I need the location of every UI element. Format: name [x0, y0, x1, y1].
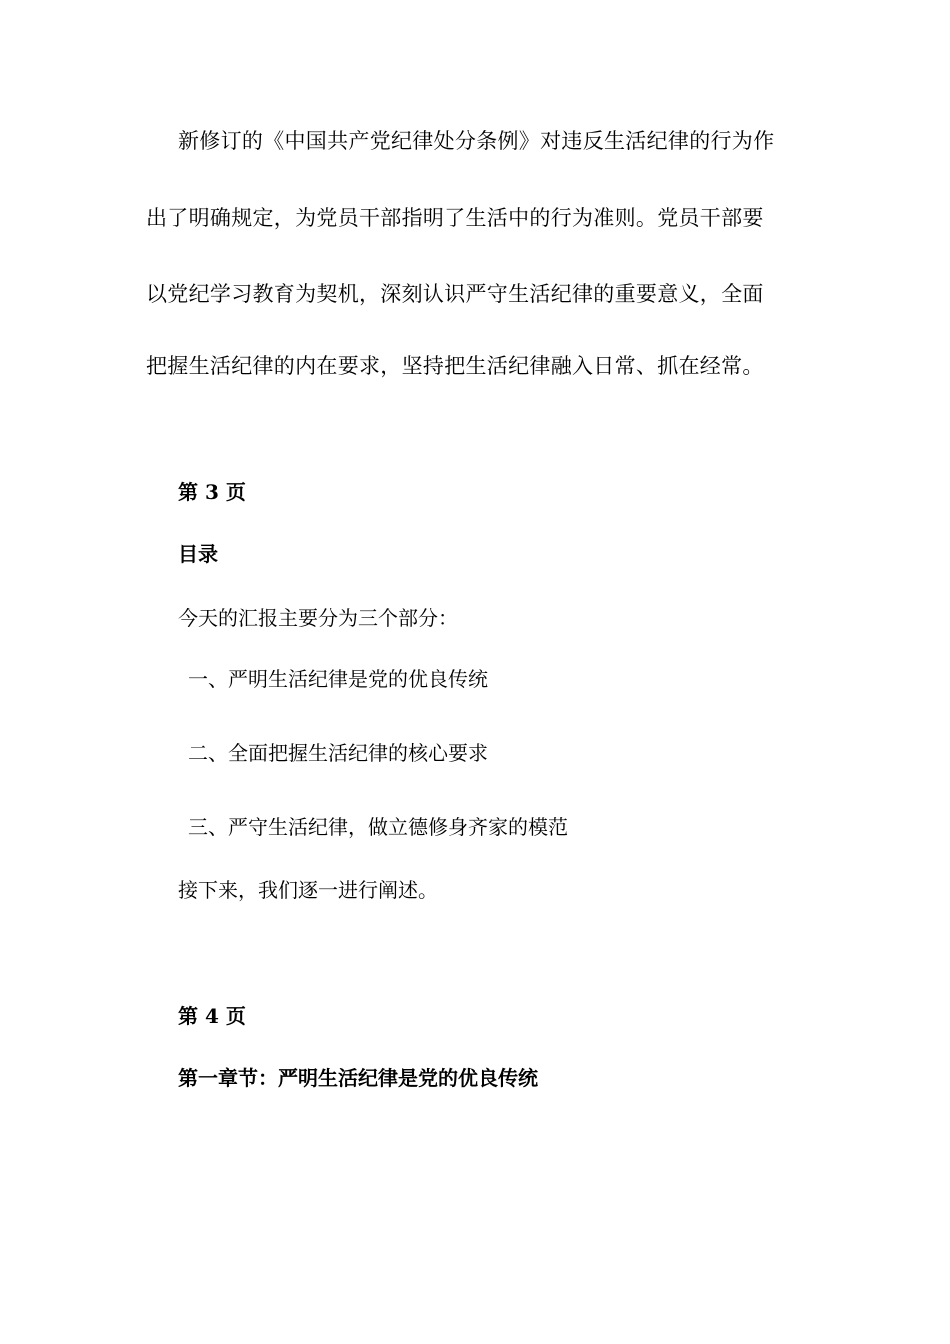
toc-title: 目录 — [178, 542, 218, 566]
chapter-1-title: 第一章节：严明生活纪律是党的优良传统 — [178, 1066, 538, 1090]
page-4-label: 第 4 页 — [178, 1004, 246, 1028]
intro-paragraph-line-4: 把握生活纪律的内在要求，坚持把生活纪律融入日常、抓在经常。 — [146, 354, 764, 378]
toc-item-1: 一、严明生活纪律是党的优良传统 — [188, 667, 488, 691]
toc-item-3: 三、严守生活纪律，做立德修身齐家的模范 — [188, 815, 568, 839]
toc-lead-text: 今天的汇报主要分为三个部分： — [178, 606, 458, 630]
intro-paragraph-line-1: 新修订的《中国共产党纪律处分条例》对违反生活纪律的行为作 — [178, 129, 775, 153]
page-3-label: 第 3 页 — [178, 480, 246, 504]
toc-item-2: 二、全面把握生活纪律的核心要求 — [188, 741, 488, 765]
intro-paragraph-line-2: 出了明确规定，为党员干部指明了生活中的行为准则。党员干部要 — [146, 206, 764, 230]
toc-closing-text: 接下来，我们逐一进行阐述。 — [178, 878, 438, 902]
intro-paragraph-line-3: 以党纪学习教育为契机，深刻认识严守生活纪律的重要意义，全面 — [146, 282, 764, 306]
